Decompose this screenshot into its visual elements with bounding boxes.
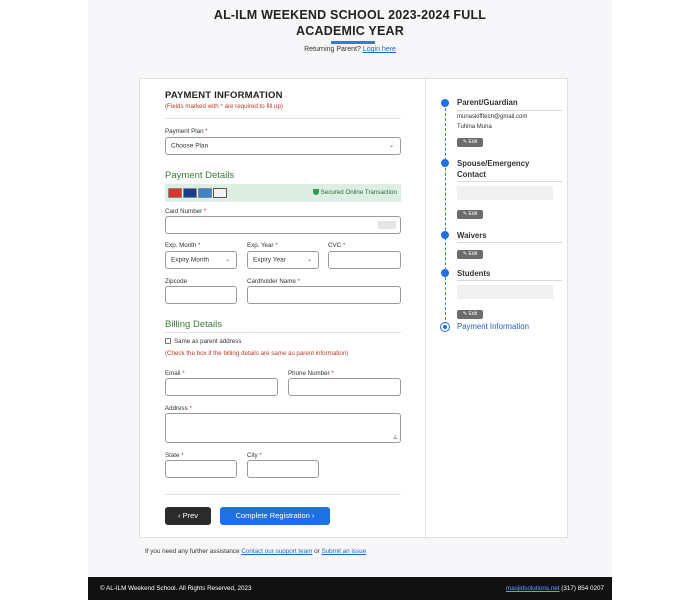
submit-issue-link[interactable]: Submit an issue [321, 548, 367, 555]
state-input[interactable] [165, 460, 237, 478]
returning-parent-row [0, 46, 700, 53]
step-complete-dot [441, 159, 449, 167]
plan-label: Payment Plan * [165, 128, 208, 135]
redacted-info [457, 186, 553, 200]
same-as-parent-label: Same as parent address [174, 338, 242, 345]
card-number-input[interactable] [165, 216, 401, 234]
login-link[interactable]: Login here [362, 46, 396, 53]
cvc-label: CVC * [328, 242, 346, 249]
divider [457, 242, 562, 243]
amex-icon [198, 188, 212, 198]
edit-waivers-button[interactable]: ✎ Edit [457, 250, 483, 259]
title-underline [331, 41, 375, 44]
footer-contact [506, 585, 604, 592]
pencil-icon: ✎ [462, 311, 468, 317]
chevron-down-icon: ⌄ [388, 143, 394, 150]
step-students-title: Students [457, 269, 491, 278]
support-link[interactable]: Contact our support team [241, 548, 313, 555]
step-parent-title: Parent/Guardian [457, 98, 518, 107]
steps-connector [445, 103, 446, 325]
chevron-down-icon: ⌄ [306, 257, 312, 264]
exp-month-label: Exp. Month * [165, 242, 201, 249]
parent-name: Tuhina Muna [457, 124, 492, 130]
step-spouse-title-line2: Contact [457, 170, 487, 179]
card-divider [425, 78, 426, 538]
zipcode-label: Zipcode [165, 278, 188, 285]
same-as-parent-note: (Check the box if the billing details are same as parent information) [165, 350, 349, 357]
address-label: Address * [165, 405, 192, 412]
step-spouse-title-line1: Spouse/Emergency [457, 159, 530, 168]
assistance-text: If you need any further assistance [145, 548, 240, 555]
payment-plan-value: Choose Plan [171, 142, 209, 150]
mastercard-icon [168, 188, 182, 198]
page-title-line2: ACADEMIC YEAR [296, 24, 404, 38]
state-label: State * [165, 452, 184, 459]
chevron-left-icon: ‹ [177, 511, 181, 520]
secure-transaction-note: Secured Online Transaction [313, 189, 397, 196]
edit-parent-button[interactable]: ✎ Edit [457, 138, 483, 147]
divider [165, 494, 401, 495]
cvc-input[interactable] [328, 251, 401, 269]
email-input[interactable] [165, 378, 278, 396]
chevron-right-icon: › [311, 511, 315, 520]
card-brands-strip [165, 184, 401, 202]
email-label: Email * [165, 370, 185, 377]
page-title-line1: AL-ILM WEEKEND SCHOOL 2023-2024 FULL [213, 8, 487, 22]
exp-month-select[interactable] [165, 251, 237, 269]
city-input[interactable] [247, 460, 319, 478]
step-complete-dot [441, 231, 449, 239]
footer [88, 577, 612, 600]
footer-phone: (317) 854 0207 [561, 585, 604, 592]
pencil-icon: ✎ [462, 139, 468, 145]
chevron-down-icon: ⌄ [224, 257, 230, 264]
edit-students-button[interactable]: ✎ Edit [457, 310, 483, 319]
required-note: (Fields marked with * are required to fill up) [165, 103, 283, 110]
divider [165, 118, 401, 119]
exp-year-select[interactable] [247, 251, 319, 269]
payment-plan-select[interactable] [165, 137, 401, 155]
exp-year-value: Expiry Year [253, 256, 286, 264]
phone-label: Phone Number * [288, 370, 334, 377]
zipcode-input[interactable] [165, 286, 237, 304]
step-complete-dot [441, 99, 449, 107]
pencil-icon: ✎ [462, 211, 468, 217]
divider [165, 332, 401, 333]
parent-email: munaskifftech@gmail.com [457, 114, 528, 120]
payment-details-heading: Payment Details [165, 170, 235, 181]
complete-registration-button[interactable]: Complete Registration › [220, 507, 330, 525]
assistance-row [145, 548, 366, 555]
discover-icon [213, 188, 227, 198]
copyright-text: © AL-ILM Weekend School. All Rights Reserved, 2023 [100, 585, 252, 592]
address-textarea[interactable] [165, 413, 401, 443]
pencil-icon: ✎ [462, 251, 468, 257]
same-as-parent-checkbox[interactable] [165, 338, 171, 344]
divider [457, 280, 562, 281]
card-number-label: Card Number * [165, 208, 207, 215]
step-complete-dot [441, 269, 449, 277]
returning-parent-text: Returning Parent? [304, 46, 361, 53]
redacted-info [457, 285, 553, 299]
city-label: City * [247, 452, 262, 459]
divider [457, 110, 562, 111]
cardholder-input[interactable] [247, 286, 401, 304]
exp-month-value: Expiry Month [171, 256, 209, 264]
step-waivers-title: Waivers [457, 231, 487, 240]
or-text: or [314, 548, 320, 555]
edit-spouse-button[interactable]: ✎ Edit [457, 210, 483, 219]
step-payment-title: Payment Information [457, 322, 529, 331]
shield-icon [313, 189, 319, 195]
card-icon [378, 221, 396, 229]
billing-details-heading: Billing Details [165, 319, 223, 330]
step-current-indicator [440, 322, 450, 332]
exp-year-label: Exp. Year * [247, 242, 278, 249]
divider [457, 181, 562, 182]
visa-icon [183, 188, 197, 198]
site-link[interactable]: masjidsolutions.net [505, 585, 560, 592]
phone-input[interactable] [288, 378, 401, 396]
payment-heading: PAYMENT INFORMATION [165, 90, 283, 101]
cardholder-label: Cardholder Name * [247, 278, 300, 285]
resize-handle-icon[interactable]: ∡ [392, 435, 398, 441]
prev-button[interactable]: ‹ Prev [165, 507, 211, 525]
